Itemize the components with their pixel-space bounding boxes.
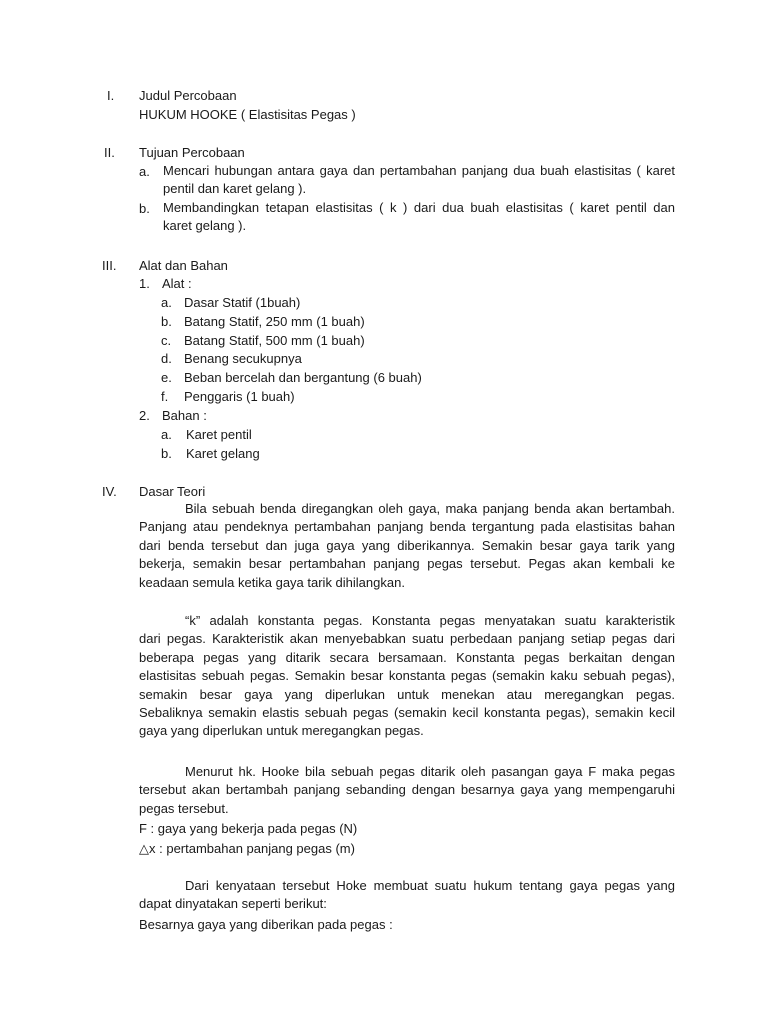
section-2-heading: Tujuan Percobaan xyxy=(139,145,245,160)
paragraph-line: gaya yang diperlukan untuk meregangkan pegas. xyxy=(139,723,424,739)
paragraph-line: tersebut akan bertambah panjang sebanding dengan besarnya gaya yang mempengaruhi xyxy=(139,782,675,798)
section-3-numeral: III. xyxy=(102,258,117,273)
objective-a-marker: a. xyxy=(139,164,150,179)
objective-a-line-1: Mencari hubungan antara gaya dan pertambahan panjang dua buah elastisitas ( karet xyxy=(163,163,675,178)
tool-marker: e. xyxy=(161,370,172,385)
paragraph-line: elastisitas sebuah pegas. Semakin besar konstanta pegas (semakin kaku sebuah pegas), xyxy=(139,668,675,684)
tool-item: Penggaris (1 buah) xyxy=(184,389,295,404)
theory-paragraph-1 xyxy=(139,500,675,592)
objective-b-line-2: karet gelang ). xyxy=(163,218,247,234)
tool-marker: f. xyxy=(161,389,169,404)
definition-delta-x xyxy=(139,840,355,857)
tool-marker: b. xyxy=(161,314,172,329)
paragraph-line: Panjang atau pendeknya pertambahan panjang benda tergantung pada elastisitas bahan xyxy=(139,519,675,535)
paragraph-line: semakin besar gaya yang diperlukan untuk menekan atau meregangkan pegas. xyxy=(139,686,675,702)
group-1-marker: 1. xyxy=(139,276,150,291)
theory-paragraph-4 xyxy=(139,877,675,914)
group-2-title: Bahan : xyxy=(162,408,207,423)
paragraph-line: dari pegas. Karakteristik akan menyebabkan suatu perbedaan panjang setiap pegas dari xyxy=(139,631,675,647)
paragraph-line: Dari kenyataan tersebut Hoke membuat suatu hukum tentang gaya pegas yang xyxy=(185,878,675,893)
tool-item: Benang secukupnya xyxy=(184,351,302,366)
theory-paragraph-3 xyxy=(139,763,675,818)
objective-b-text xyxy=(163,199,675,236)
section-3-heading: Alat dan Bahan xyxy=(139,258,228,273)
paragraph-line: Bila sebuah benda diregangkan oleh gaya, maka panjang benda akan bertambah. xyxy=(185,501,675,516)
section-1-numeral: I. xyxy=(107,88,115,103)
tool-marker: c. xyxy=(161,333,172,348)
section-4-numeral: IV. xyxy=(102,484,117,499)
definition-f: F : gaya yang bekerja pada pegas (N) xyxy=(139,821,358,836)
theory-paragraph-2 xyxy=(139,612,675,741)
section-4-heading: Dasar Teori xyxy=(139,484,206,499)
section-2-numeral: II. xyxy=(104,145,115,160)
paragraph-line: Menurut hk. Hooke bila sebuah pegas ditarik oleh pasangan gaya F maka pegas xyxy=(185,764,675,779)
paragraph-line: beberapa pegas yang ditarik secara bersamaan. Konstanta pegas berkaitan dengan xyxy=(139,649,675,665)
material-item: Karet gelang xyxy=(186,446,260,461)
material-marker: a. xyxy=(161,427,172,442)
tool-marker: d. xyxy=(161,351,172,366)
paragraph-line: bekerja, semakin besar pertambahan panjang pegas tersebut. Pegas akan kembali ke xyxy=(139,556,675,572)
definition-delta-x-text: x : pertambahan panjang pegas (m) xyxy=(149,841,355,856)
objective-b-marker: b. xyxy=(139,201,150,216)
paragraph-line: pegas tersebut. xyxy=(139,800,229,816)
document-title: HUKUM HOOKE ( Elastisitas Pegas ) xyxy=(139,107,356,122)
delta-symbol: △ xyxy=(139,841,149,856)
material-marker: b. xyxy=(161,446,172,461)
objective-b-line-1: Membandingkan tetapan elastisitas ( k ) dari dua buah elastisitas ( karet pentil dan xyxy=(163,200,675,215)
material-item: Karet pentil xyxy=(186,427,252,442)
group-1-title: Alat : xyxy=(162,276,192,291)
paragraph-line: Sebaliknya semakin elastis sebuah pegas (semakin kecil konstanta pegas), semakin kecil xyxy=(139,705,675,721)
tool-item: Batang Statif, 500 mm (1 buah) xyxy=(184,333,365,348)
objective-a-text xyxy=(163,162,675,199)
tool-item: Batang Statif, 250 mm (1 buah) xyxy=(184,314,365,329)
group-2-marker: 2. xyxy=(139,408,150,423)
tool-marker: a. xyxy=(161,295,172,310)
paragraph-line: keadaan semula ketika gaya tarik dihilangkan. xyxy=(139,574,405,590)
paragraph-line: dari benda tersebut dan juga gaya yang diberikannya. Semakin besar gaya tarik yang xyxy=(139,537,675,553)
tool-item: Beban bercelah dan bergantung (6 buah) xyxy=(184,370,422,385)
tool-item: Dasar Statif (1buah) xyxy=(184,295,301,310)
paragraph-line: dapat dinyatakan seperti berikut: xyxy=(139,896,327,912)
objective-a-line-2: pentil dan karet gelang ). xyxy=(163,181,307,197)
section-1-heading: Judul Percobaan xyxy=(139,88,237,103)
closing-line: Besarnya gaya yang diberikan pada pegas : xyxy=(139,917,393,932)
paragraph-line: “k” adalah konstanta pegas. Konstanta pegas menyatakan suatu karakteristik xyxy=(185,613,675,628)
